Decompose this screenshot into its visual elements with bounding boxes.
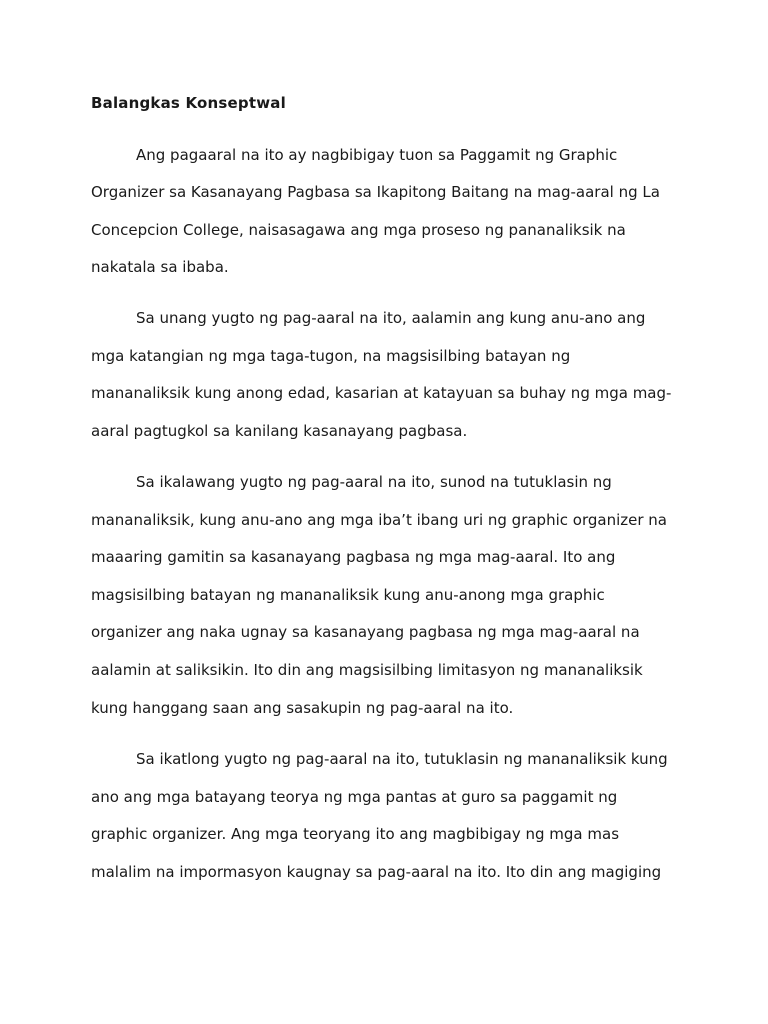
paragraph-2-line-4: aaral pagtugkol sa kanilang kasanayang pagbasa. [91,422,468,440]
paragraph-3-line-2: mananaliksik, kung anu-ano ang mga iba’t ibang uri ng graphic organizer na [91,511,667,529]
paragraph-4-line-1: Sa ikatlong yugto ng pag-aaral na ito, tutuklasin ng mananaliksik kung [136,750,668,768]
paragraph-2-line-3: mananaliksik kung anong edad, kasarian at katayuan sa buhay ng mga mag- [91,384,672,402]
paragraph-3-line-5: organizer ang naka ugnay sa kasanayang pagbasa ng mga mag-aaral na [91,623,640,641]
paragraph-1-line-2: Organizer sa Kasanayang Pagbasa sa Ikapitong Baitang na mag-aaral ng La [91,183,660,201]
paragraph-3-line-6: aalamin at saliksikin. Ito din ang magsisilbing limitasyon ng mananaliksik [91,661,643,679]
document-title: Balangkas Konseptwal [91,94,286,112]
paragraph-4-line-2: ano ang mga batayang teorya ng mga pantas at guro sa paggamit ng [91,788,618,806]
paragraph-3-line-3: maaaring gamitin sa kasanayang pagbasa ng mga mag-aaral. Ito ang [91,548,616,566]
paragraph-4-line-4: malalim na impormasyon kaugnay sa pag-aaral na ito. Ito din ang magiging [91,863,662,881]
paragraph-3-line-4: magsisilbing batayan ng mananaliksik kung anu-anong mga graphic [91,586,605,604]
paragraph-3-line-7: kung hanggang saan ang sasakupin ng pag-aaral na ito. [91,699,514,717]
paragraph-2-line-1: Sa unang yugto ng pag-aaral na ito, aalamin ang kung anu-ano ang [136,309,646,327]
paragraph-2-line-2: mga katangian ng mga taga-tugon, na magsisilbing batayan ng [91,347,571,365]
paragraph-1-line-3: Concepcion College, naisasagawa ang mga proseso ng pananaliksik na [91,221,626,239]
paragraph-3-line-1: Sa ikalawang yugto ng pag-aaral na ito, sunod na tutuklasin ng [136,473,612,491]
paragraph-1-line-1: Ang pagaaral na ito ay nagbibigay tuon sa Paggamit ng Graphic [136,146,618,164]
paragraph-4-line-3: graphic organizer. Ang mga teoryang ito ang magbibigay ng mga mas [91,825,620,843]
paragraph-1-line-4: nakatala sa ibaba. [91,258,229,276]
